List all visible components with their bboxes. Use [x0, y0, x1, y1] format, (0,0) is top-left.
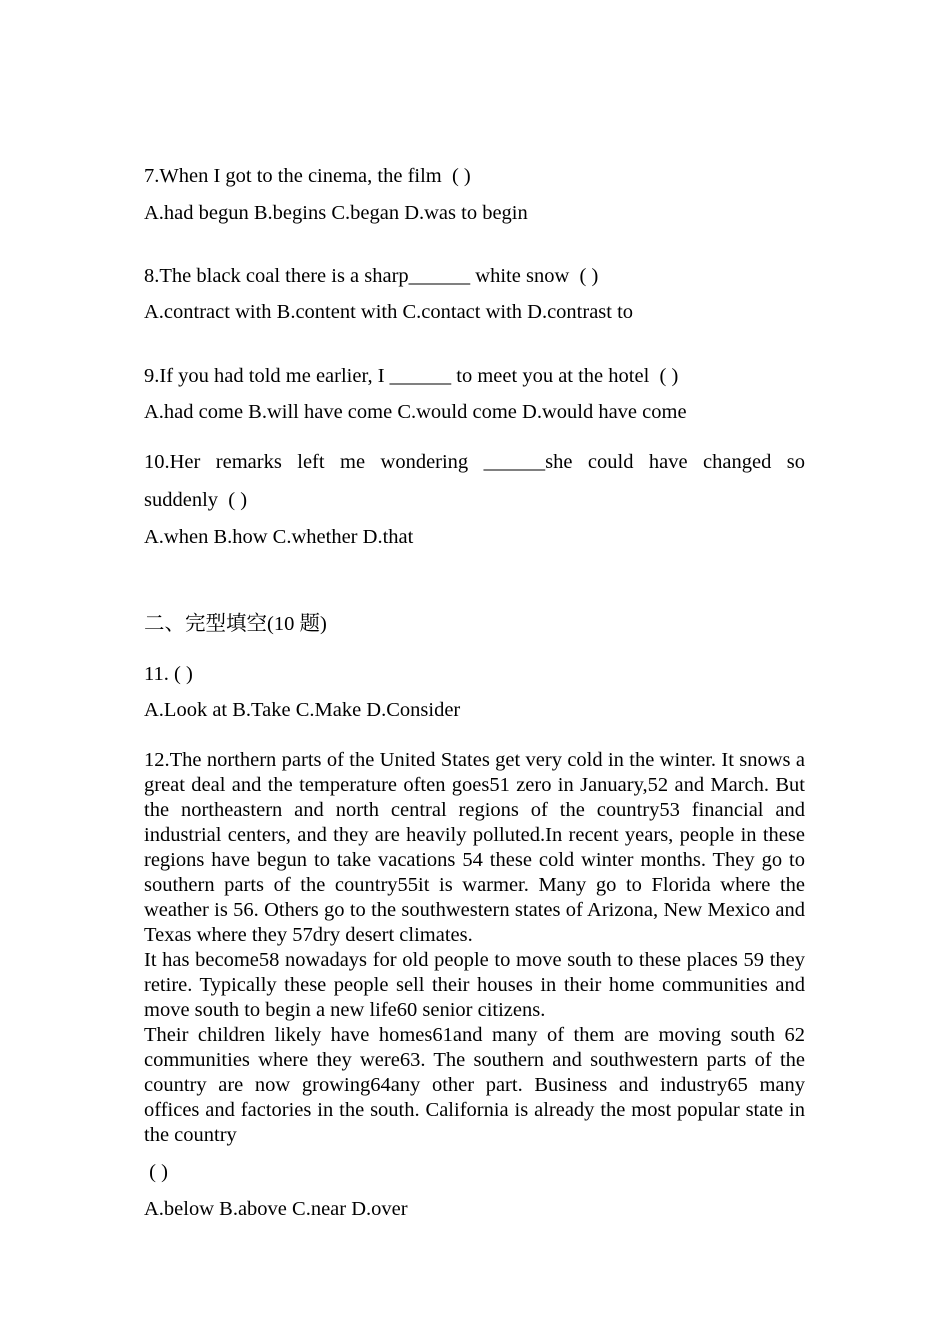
question-10-options: A.when B.how C.whether D.that: [144, 526, 414, 548]
passage-paragraph-1: 12.The northern parts of the United States get very cold in the winter. It snows a great deal and the temperature often goes51 zero in January,52 and March. But the northeastern and north central regions of the country53 financial and industrial centers, and they are heavily polluted.In recent years, people in these regions have begun to take vacations 54 these cold winter months. They go to southern parts of the country55it is warmer. Many go to Florida where the weather is 56. Others go to the southwestern states of Arizona, New Mexico and Texas where they 57dry desert climates.: [144, 749, 805, 946]
question-12-options: A.below B.above C.near D.over: [144, 1198, 408, 1220]
question-9-options: A.had come B.will have come C.would come D.would have come: [144, 401, 687, 423]
question-10-stem-line1: 10.Her remarks left me wondering ______she could have changed so: [144, 451, 805, 473]
question-7-stem: 7.When I got to the cinema, the film ( ): [144, 165, 471, 187]
question-8-stem: 8.The black coal there is a sharp______ white snow ( ): [144, 265, 599, 287]
question-11-options: A.Look at B.Take C.Make D.Consider: [144, 699, 461, 721]
question-11-stem: 11. ( ): [144, 663, 193, 685]
question-12-passage: [144, 748, 805, 1148]
question-10-stem-line2: suddenly ( ): [144, 489, 248, 511]
question-9-stem: 9.If you had told me earlier, I ______ to meet you at the hotel ( ): [144, 365, 679, 387]
section-heading: 二、完型填空(10 题): [144, 613, 327, 635]
question-7-options: A.had begun B.begins C.began D.was to begin: [144, 202, 528, 224]
question-8-options: A.contract with B.content with C.contact with D.contrast to: [144, 301, 634, 323]
passage-paragraph-3: Their children likely have homes61and many of them are moving south 62 communities where they were63. The southern and southwestern parts of the country are now growing64any other part. Business and industry65 many offices and factories in the south. California is already the most popular state in the country: [144, 1024, 805, 1146]
question-12-blank: ( ): [144, 1161, 168, 1183]
passage-paragraph-2: It has become58 nowadays for old people to move south to these places 59 they retire. Typically these people sell their houses in their home communities and move south to begin a new life60 senior citizens.: [144, 949, 805, 1021]
